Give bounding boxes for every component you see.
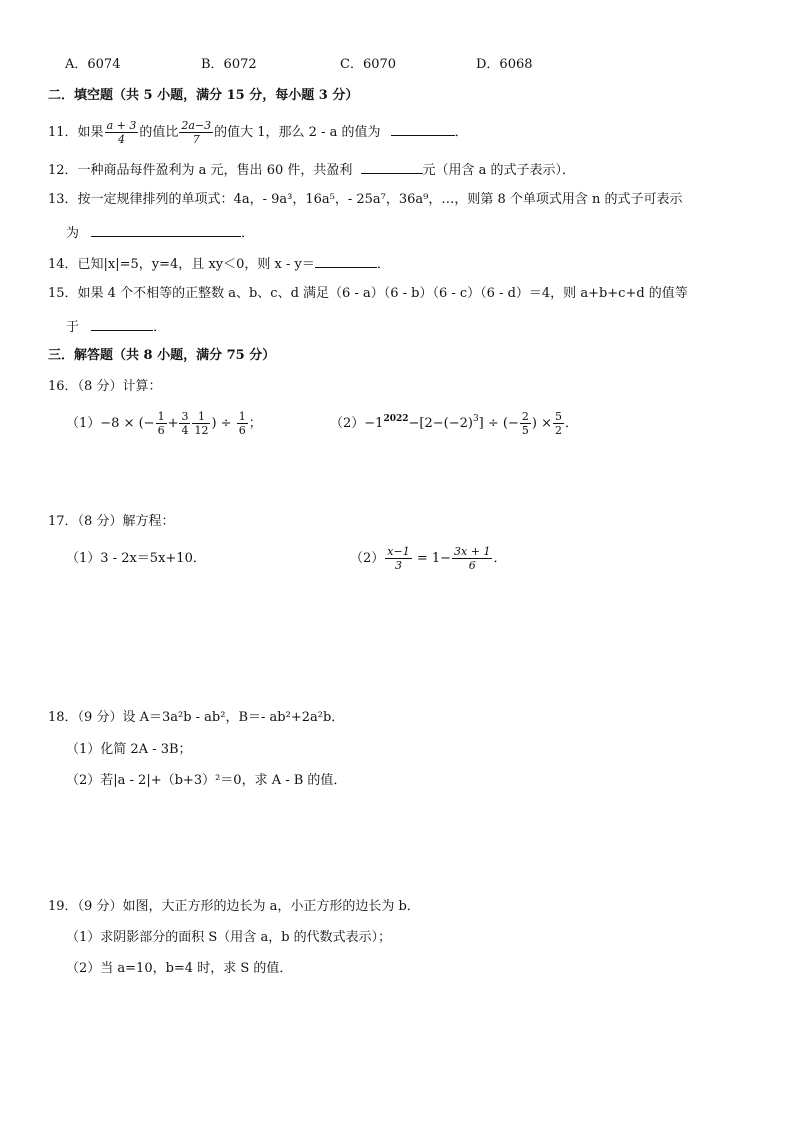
question-18-part-2: （2）若|a - 2|+（b+3）²＝0，求 A - B 的值． [66,773,347,788]
question-12 [48,160,575,179]
question-17-part-2: （2） $\frac{x-1}{3}$ = 1− $\frac{3x + 1}{6}$ ． [350,545,507,572]
question-number: 12． [48,163,78,178]
question-19 [48,899,420,915]
question-number: 14． [48,257,78,272]
question-text: （8 分）解方程： [77,514,175,529]
question-number: 15． [48,286,78,301]
option-a: A．6074 [65,57,121,72]
option-c: C．6070 [340,57,397,72]
question-18-part-1: （1）化简 2A - 3B； [66,742,192,757]
question-number: 17． [48,514,78,529]
question-16-part-1: （1）−8 × (− $\frac{1}{6}$ + $\frac{3}{4}$ $\frac{1}{12}$ ) ÷ $\frac{1}{6}$ ； [66,410,262,437]
fraction: $\frac{a + 3}{4}$ [106,119,137,146]
question-text: （8 分）计算： [77,379,162,394]
fraction: $\frac{2a-3}{7}$ [181,119,212,146]
question-text: 如果 4 个不相等的正整数 a、b、c、d 满足（6 - a）（6 - b）（6 - c）（6 - d）＝4，则 a+b+c+d 的值等 [77,286,688,301]
question-text: （9 分）如图，大正方形的边长为 a，小正方形的边长为 b． [77,899,420,914]
question-text: （9 分）设 A＝3a²b - ab²，B＝- ab²+2a²b． [77,710,345,725]
question-text: 的值大 1，那么 2 - a 的值为 [214,125,381,140]
question-text: 如果 [77,125,104,140]
option-d: D．6068 [476,57,533,72]
option-b: B．6072 [201,57,257,72]
answer-blank[interactable] [391,122,455,136]
question-17-part-1: （1）3 - 2x＝5x+10． [66,551,206,566]
answer-blank[interactable] [315,254,377,268]
question-number: 19． [48,899,78,914]
answer-blank[interactable] [91,223,241,237]
question-15-cont: 于 ． [66,317,166,336]
section-heading-solve: 三．解答题（共 8 小题，满分 75 分） [48,348,276,363]
section-heading-fill-in: 二．填空题（共 5 小题，满分 15 分，每小题 3 分） [48,88,359,103]
question-text: 元（用含 a 的式子表示）． [422,163,576,178]
question-16 [48,379,161,395]
question-14: 14．已知|x|=5，y=4，且 xy＜0，则 x - y＝ ． [48,254,390,273]
question-18 [48,710,344,726]
question-13-cont: 为 ． [66,223,254,242]
question-11: 11．如果 $\frac{a + 3}{4}$ 的值比 $\frac{2a-3}{7}$ 的值大 1，那么 2 - a 的值为 ． [48,119,468,146]
question-text: 已知|x|=5，y=4，且 xy＜0，则 x - y＝ [77,257,315,272]
question-13 [48,192,683,208]
question-number: 13． [48,192,78,207]
question-16-part-2: $(2)-1^{2022}-[2-(-2)^3]$ ÷ (− $\frac{2}{5}$ ) × $\frac{5}{2}$ ． [330,410,578,437]
question-text: 一种商品每件盈利为 a 元，售出 60 件，共盈利 [77,163,353,178]
question-number: 18． [48,710,78,725]
question-text: 的值比 [139,125,179,140]
question-17 [48,514,174,530]
question-19-part-2: （2）当 a=10，b=4 时，求 S 的值． [66,961,293,976]
question-number: 11． [48,125,78,140]
question-15 [48,286,688,302]
answer-blank[interactable] [361,160,423,174]
answer-blank[interactable] [91,317,153,331]
question-number: 16． [48,379,78,394]
question-19-part-1: （1）求阴影部分的面积 S（用含 a，b 的代数式表示）； [66,930,392,945]
question-text: 按一定规律排列的单项式：4a，- 9a³，16a⁵，- 25a⁷，36a⁹，…，则第 8 个单项式用含 n 的式子可表示 [77,192,683,207]
